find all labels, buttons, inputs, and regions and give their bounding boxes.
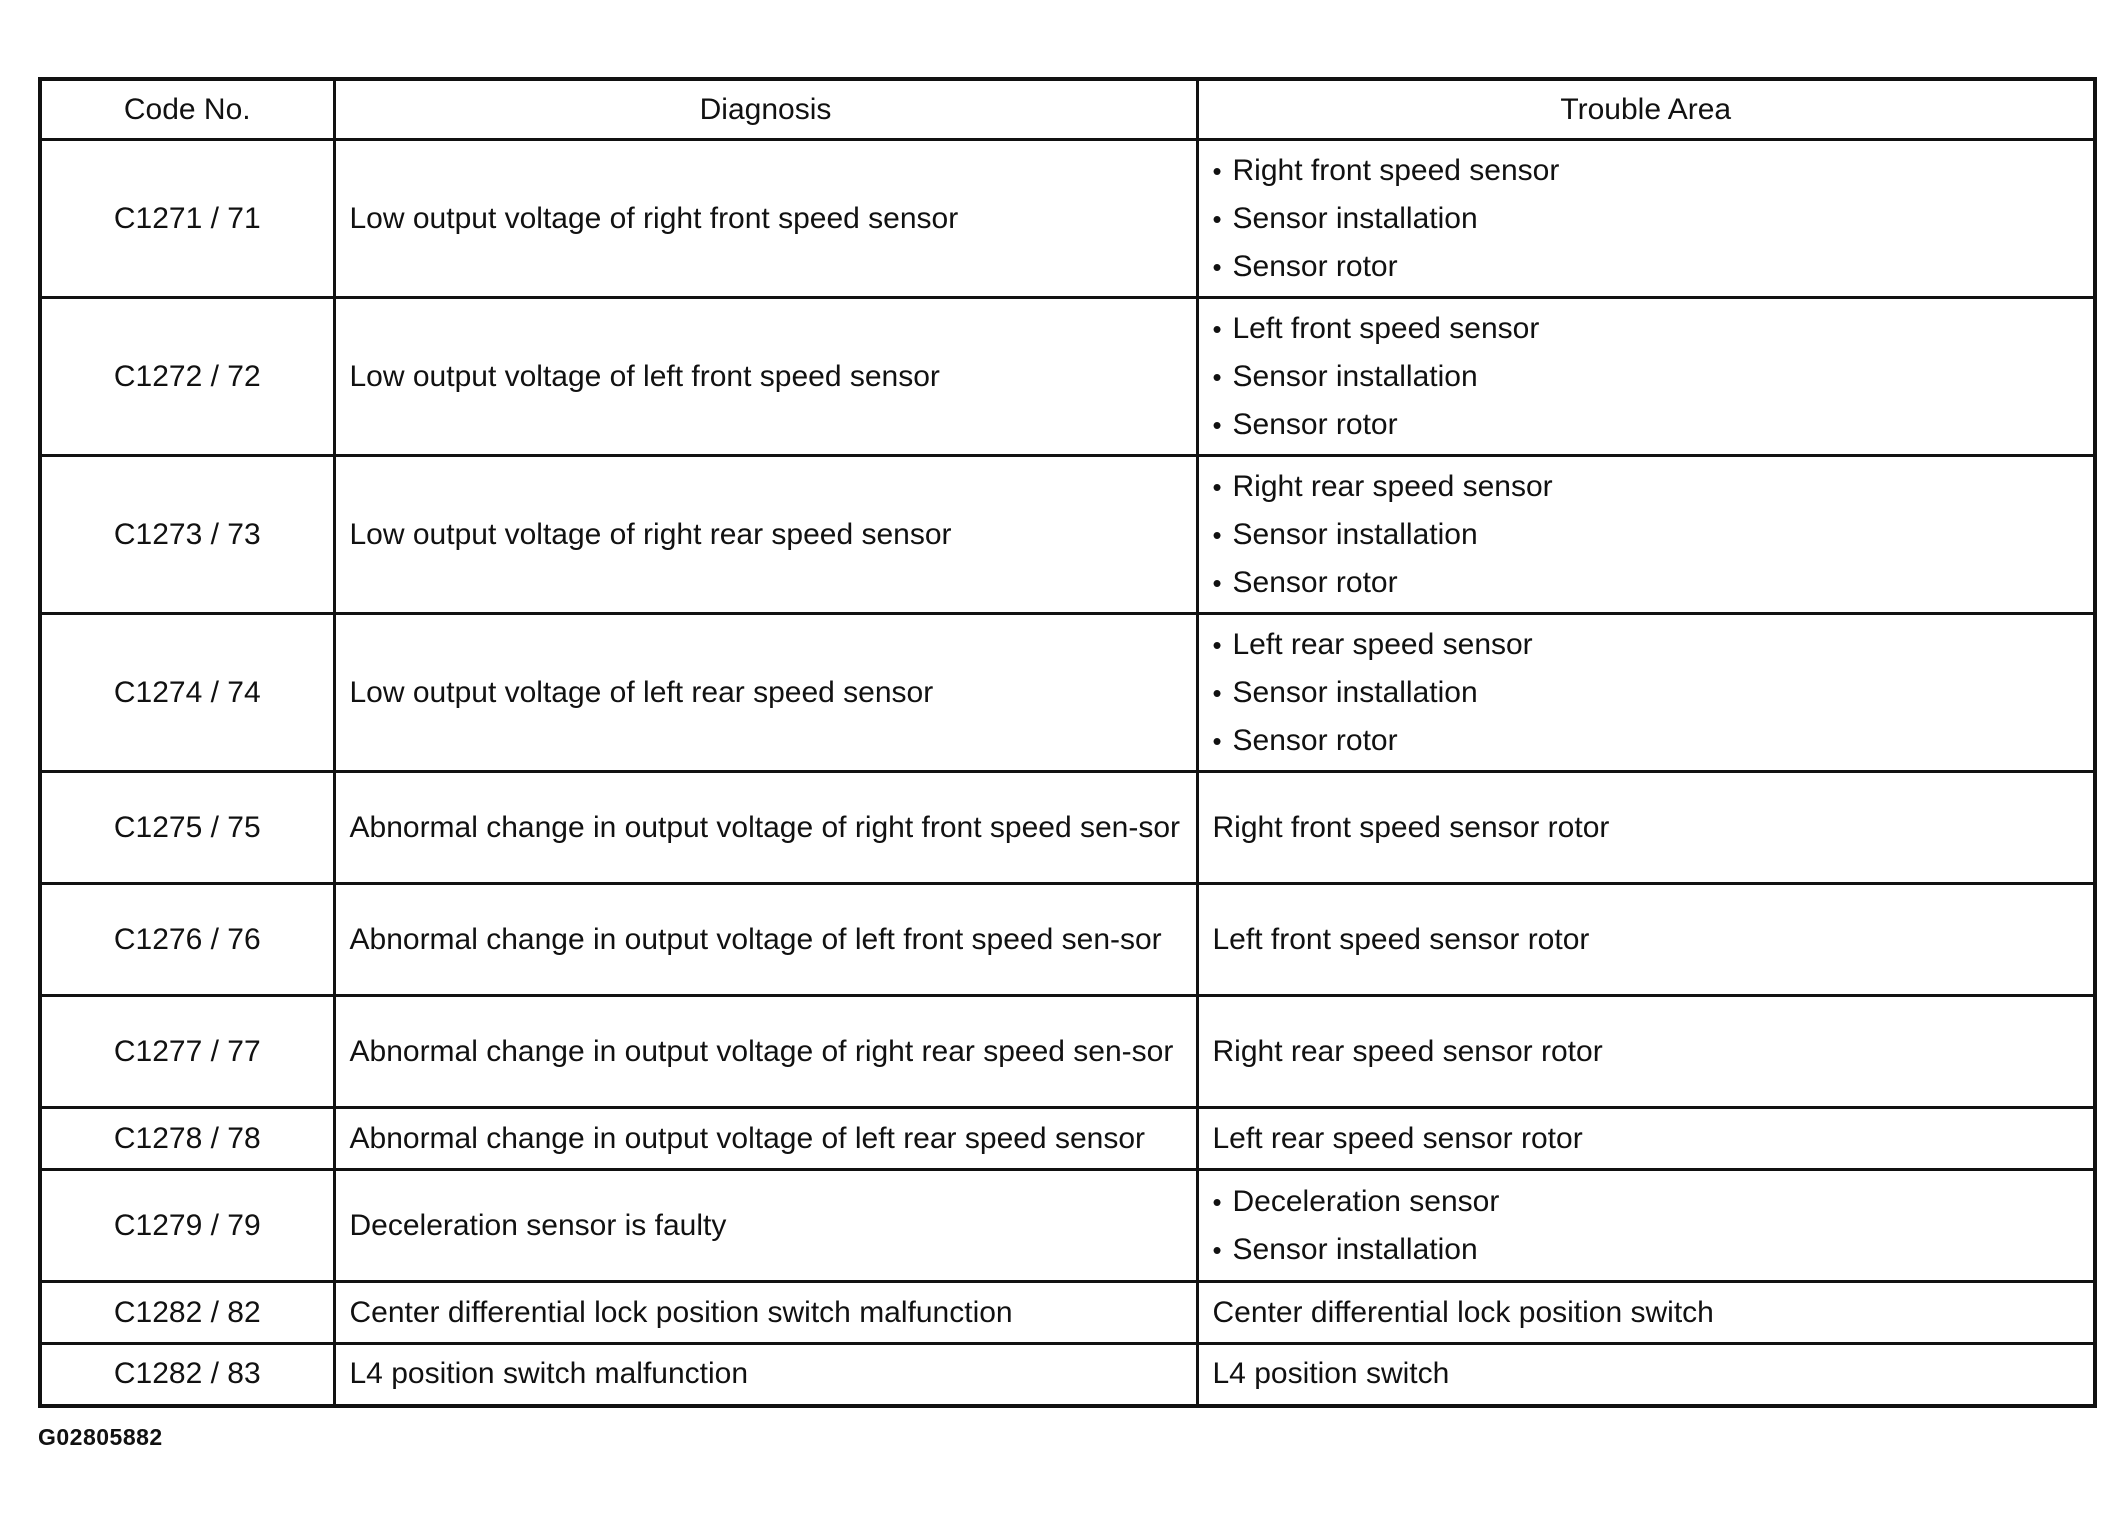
- bullet-icon: •: [1212, 1234, 1222, 1265]
- trouble-area-text: Sensor installation: [1232, 201, 1478, 235]
- trouble-area-item: [1213, 669, 2080, 717]
- bullet-icon: •: [1212, 725, 1222, 756]
- table-row: [40, 140, 2095, 298]
- diagnosis-cell: Low output voltage of right rear speed sensor: [334, 456, 1197, 614]
- trouble-area-text: Sensor rotor: [1232, 723, 1398, 757]
- trouble-area-text: Sensor rotor: [1232, 565, 1398, 599]
- trouble-area-item: [1213, 717, 2080, 765]
- trouble-area-text: Right front speed sensor: [1232, 153, 1560, 187]
- trouble-area-item: [1213, 147, 2080, 195]
- table-row: [40, 1108, 2095, 1170]
- bullet-icon: •: [1212, 1186, 1222, 1217]
- diagnosis-cell: Deceleration sensor is faulty: [334, 1170, 1197, 1282]
- code-cell: C1275 / 75: [40, 772, 334, 884]
- code-cell: C1276 / 76: [40, 884, 334, 996]
- trouble-area-item: [1213, 305, 2080, 353]
- trouble-area-item: [1213, 621, 2080, 669]
- trouble-area-item: [1213, 353, 2080, 401]
- trouble-area-text: L4 position switch: [1212, 1357, 1450, 1391]
- table-row: [40, 298, 2095, 456]
- trouble-area-text: Deceleration sensor: [1232, 1184, 1500, 1218]
- table-row: [40, 1282, 2095, 1344]
- table-row: [40, 1170, 2095, 1282]
- table-row: [40, 614, 2095, 772]
- bullet-icon: •: [1212, 629, 1222, 660]
- table-row: [40, 1344, 2095, 1406]
- trouble-area-text: Sensor installation: [1232, 517, 1478, 551]
- trouble-area-item: [1213, 1289, 2080, 1337]
- diagnosis-cell: Low output voltage of left front speed sensor: [334, 298, 1197, 456]
- bullet-icon: •: [1212, 519, 1222, 550]
- trouble-area-text: Left rear speed sensor rotor: [1212, 1121, 1583, 1155]
- trouble-area-text: Left front speed sensor: [1232, 311, 1540, 345]
- trouble-area-item: [1213, 1226, 2080, 1274]
- bullet-icon: •: [1212, 471, 1222, 502]
- bullet-icon: •: [1212, 567, 1222, 598]
- trouble-area-text: Sensor rotor: [1232, 249, 1398, 283]
- trouble-area-item: [1213, 463, 2080, 511]
- code-cell: C1277 / 77: [40, 996, 334, 1108]
- trouble-area-text: Sensor rotor: [1232, 407, 1398, 441]
- diagnosis-cell: Low output voltage of right front speed sensor: [334, 140, 1197, 298]
- trouble-area-item: [1213, 559, 2080, 607]
- header-diagnosis: Diagnosis: [334, 79, 1197, 140]
- trouble-area-text: Center differential lock position switch: [1212, 1295, 1714, 1329]
- diagnosis-cell: Low output voltage of left rear speed sensor: [334, 614, 1197, 772]
- trouble-area-text: Right rear speed sensor rotor: [1212, 1034, 1603, 1068]
- code-cell: C1271 / 71: [40, 140, 334, 298]
- table-row: [40, 884, 2095, 996]
- trouble-area-item: [1213, 1178, 2080, 1226]
- code-cell: C1272 / 72: [40, 298, 334, 456]
- diagnosis-cell: Abnormal change in output voltage of right rear speed sen-sor: [334, 996, 1197, 1108]
- code-cell: C1279 / 79: [40, 1170, 334, 1282]
- diagnosis-cell: Center differential lock position switch malfunction: [334, 1282, 1197, 1344]
- table-row: [40, 996, 2095, 1108]
- trouble-area-item: [1213, 1350, 2080, 1398]
- trouble-area-cell: [1197, 140, 2095, 298]
- trouble-area-cell: [1197, 884, 2095, 996]
- trouble-area-item: [1213, 195, 2080, 243]
- trouble-area-text: Left front speed sensor rotor: [1212, 922, 1590, 956]
- trouble-area-cell: [1197, 772, 2095, 884]
- header-code-no: Code No.: [40, 79, 334, 140]
- diagnosis-cell: L4 position switch malfunction: [334, 1344, 1197, 1406]
- code-cell: C1278 / 78: [40, 1108, 334, 1170]
- bullet-icon: •: [1212, 409, 1222, 440]
- figure-id: G02805882: [38, 1424, 163, 1450]
- code-cell: C1282 / 83: [40, 1344, 334, 1406]
- trouble-area-item: [1213, 1028, 2080, 1076]
- table-row: [40, 456, 2095, 614]
- trouble-area-cell: [1197, 1282, 2095, 1344]
- trouble-area-cell: [1197, 1108, 2095, 1170]
- trouble-area-cell: [1197, 456, 2095, 614]
- trouble-area-item: [1213, 243, 2080, 291]
- diagnosis-cell: Abnormal change in output voltage of right front speed sen-sor: [334, 772, 1197, 884]
- trouble-area-cell: [1197, 996, 2095, 1108]
- trouble-area-text: Sensor installation: [1232, 1232, 1478, 1266]
- trouble-area-item: [1213, 916, 2080, 964]
- trouble-area-item: [1213, 1115, 2080, 1163]
- trouble-area-text: Sensor installation: [1232, 675, 1478, 709]
- bullet-icon: •: [1212, 361, 1222, 392]
- trouble-area-text: Right front speed sensor rotor: [1212, 810, 1610, 844]
- diagnosis-cell: Abnormal change in output voltage of left front speed sen-sor: [334, 884, 1197, 996]
- trouble-area-cell: [1197, 614, 2095, 772]
- trouble-area-text: Sensor installation: [1232, 359, 1478, 393]
- table-body: [40, 140, 2095, 1406]
- trouble-area-text: Right rear speed sensor: [1232, 469, 1553, 503]
- diagnostic-code-table: [38, 77, 2097, 1408]
- bullet-icon: •: [1212, 313, 1222, 344]
- bullet-icon: •: [1212, 251, 1222, 282]
- code-cell: C1274 / 74: [40, 614, 334, 772]
- trouble-area-cell: [1197, 1344, 2095, 1406]
- trouble-area-cell: [1197, 298, 2095, 456]
- trouble-area-cell: [1197, 1170, 2095, 1282]
- table-row: [40, 772, 2095, 884]
- diagnosis-cell: Abnormal change in output voltage of left rear speed sensor: [334, 1108, 1197, 1170]
- trouble-area-item: [1213, 804, 2080, 852]
- bullet-icon: •: [1212, 155, 1222, 186]
- bullet-icon: •: [1212, 677, 1222, 708]
- trouble-area-text: Left rear speed sensor: [1232, 627, 1533, 661]
- code-cell: C1282 / 82: [40, 1282, 334, 1344]
- trouble-area-item: [1213, 511, 2080, 559]
- table-header-row: [40, 79, 2095, 140]
- trouble-area-item: [1213, 401, 2080, 449]
- header-trouble-area: Trouble Area: [1197, 79, 2095, 140]
- code-cell: C1273 / 73: [40, 456, 334, 614]
- bullet-icon: •: [1212, 203, 1222, 234]
